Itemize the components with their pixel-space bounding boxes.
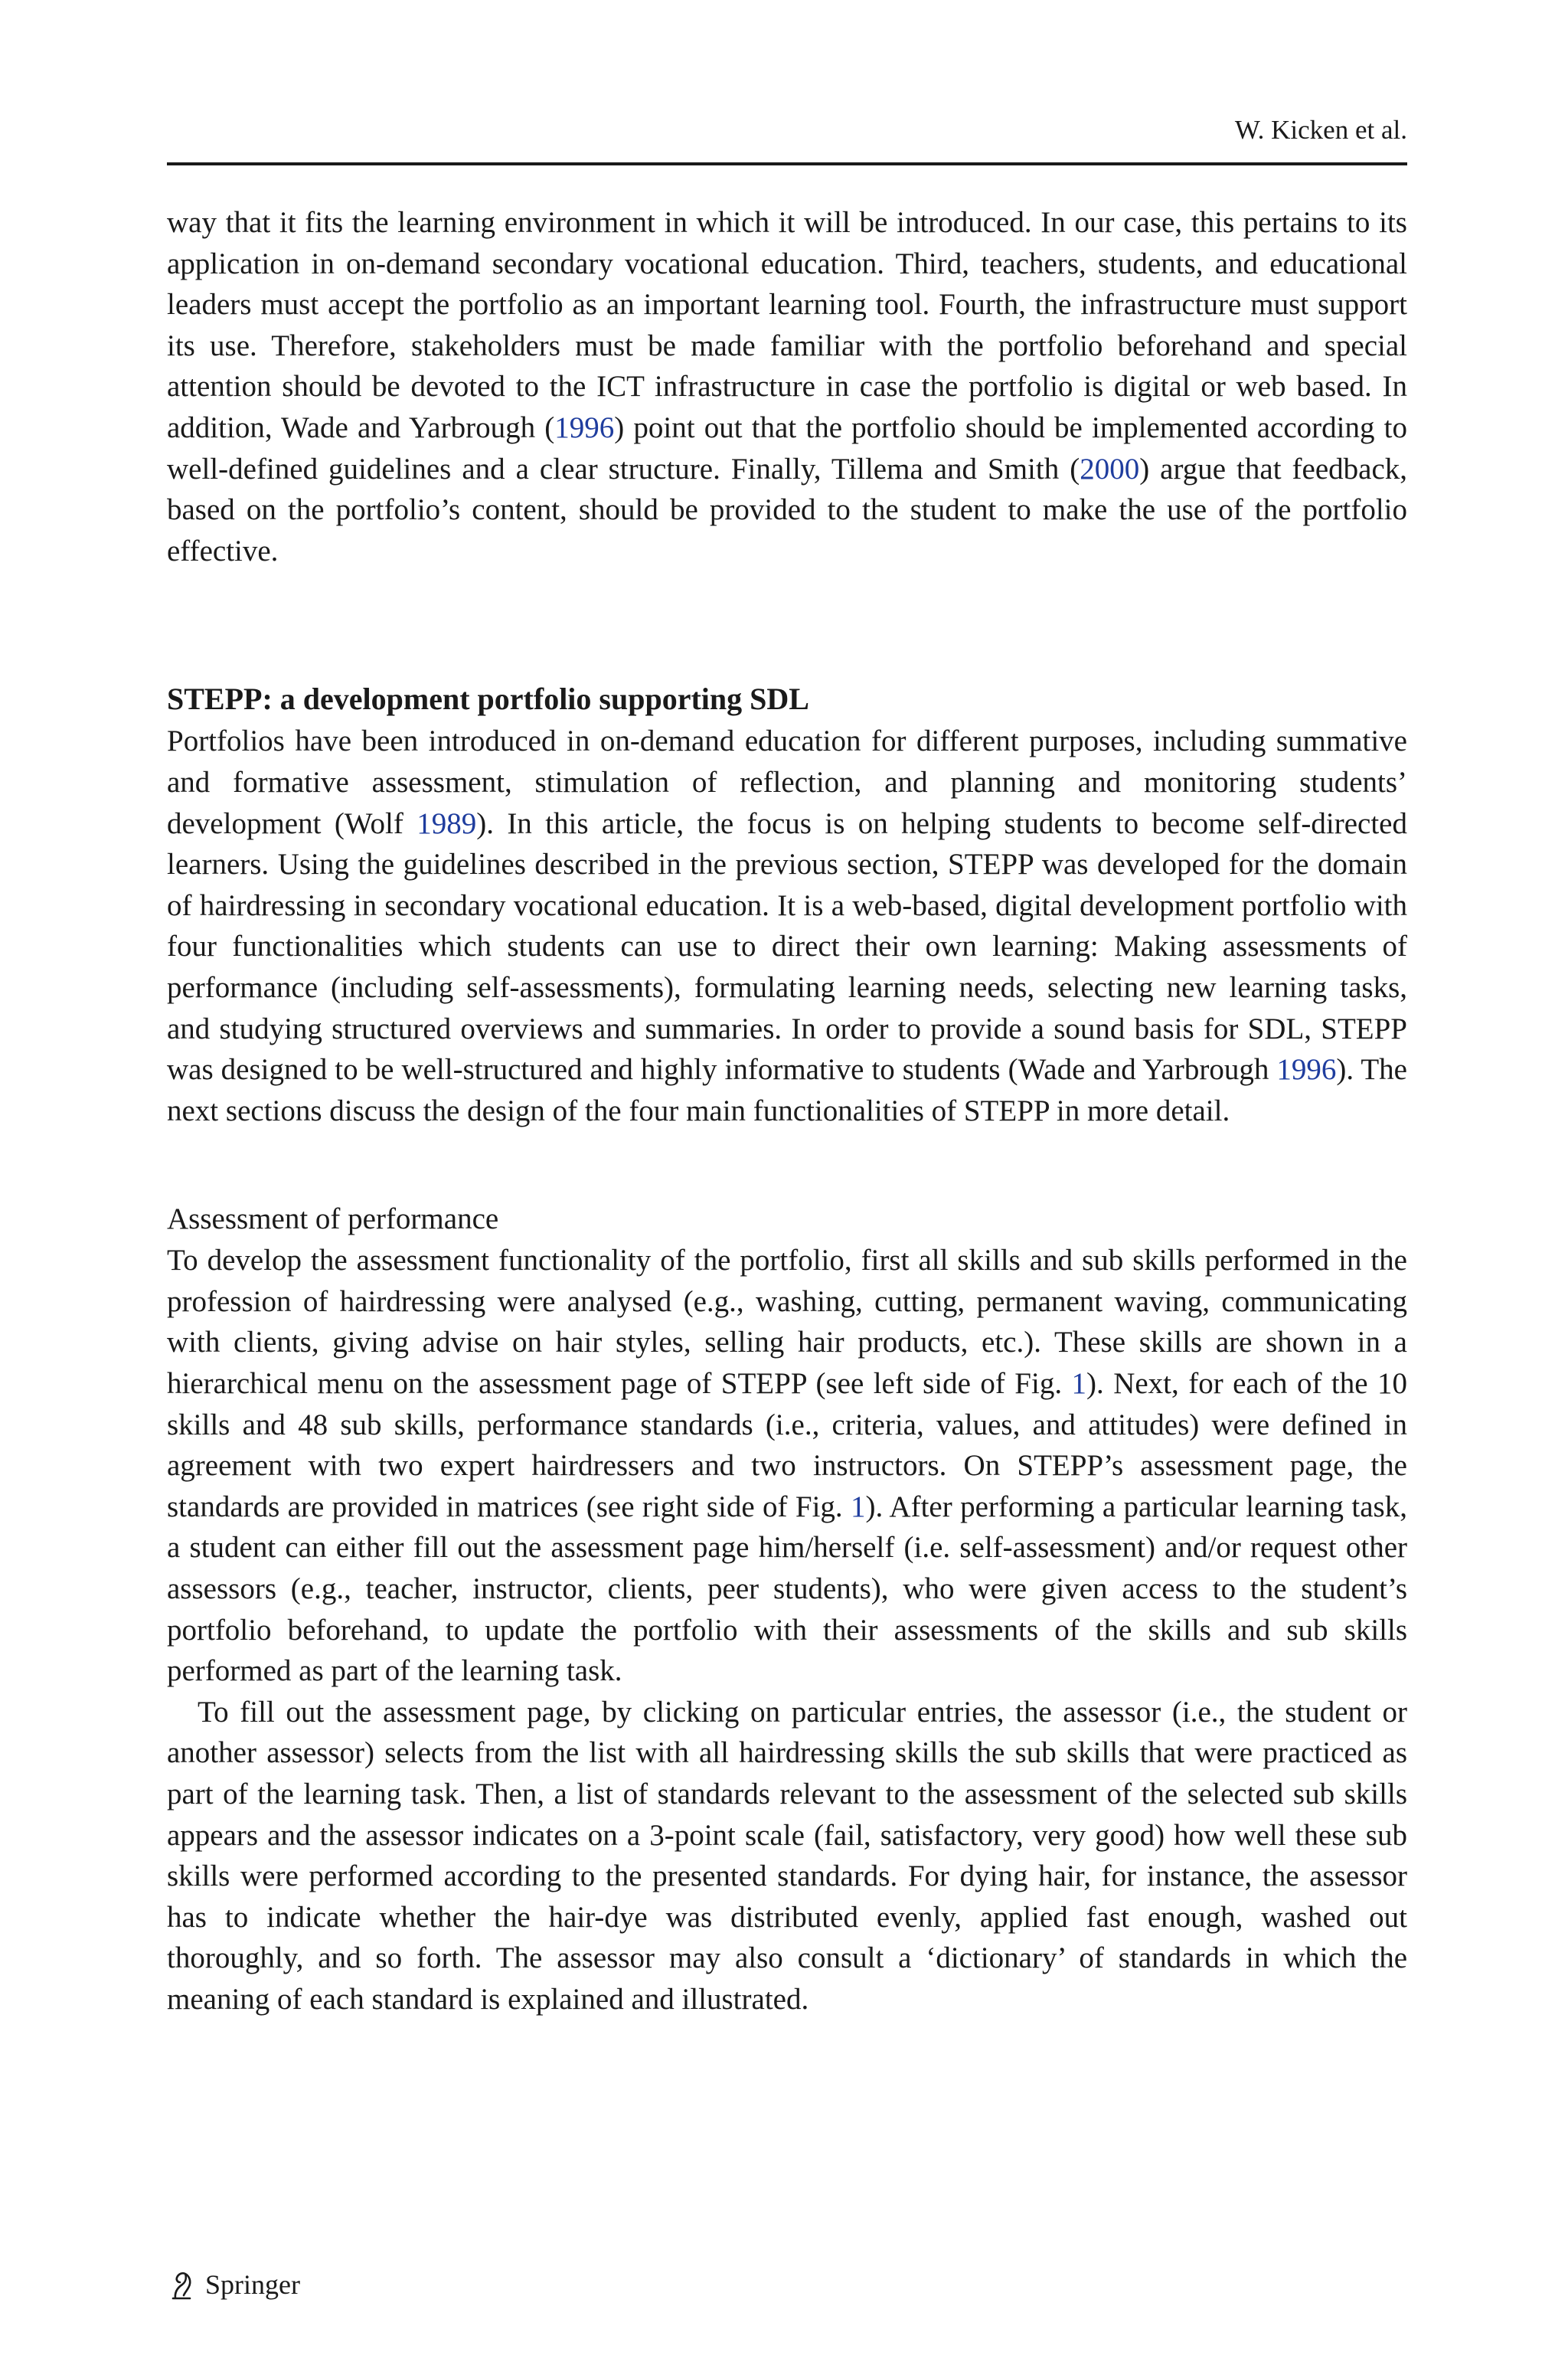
paragraph-1 [167,202,1407,571]
paragraph-3 [167,1240,1407,1692]
paragraph-4: To fill out the assessment page, by clicking on particular entries, the assessor (i.e., the student or another assessor) selects from the list with all hairdressing skills the sub skills that were practiced as part of the learning task. Then, a list of standards relevant to the assessment of the selected sub skills appears and the assessor indicates on a 3-point scale (fail, satisfactory, very good) how well these sub skills were performed according to the presented standards. For dying hair, for instance, the assessor has to indicate whether the hair-dye was distributed evenly, applied fast enough, washed out thoroughly, and so forth. The assessor may also consult a ‘dictionary’ of standards in which the meaning of each standard is explained and illustrated. [167,1695,1407,2016]
paragraph-text: ) point out that the portfolio should be implemented according to well-defined guidelines and a clear structure. Finally, Tillema and Smith ( [167,411,1407,486]
figure-link[interactable]: 1 [851,1490,866,1523]
running-head: W. Kicken et al. [1234,115,1407,145]
paragraph-text: Portfolios have been introduced in on-demand education for different purposes, including summative and formative assessment, stimulation of reflection, and planning and monitoring students’ development (Wolf [167,725,1407,840]
paragraph-text: ). The next sections discuss the design of the four main functionalities of STEPP in more detail. [167,1053,1407,1127]
page-footer [167,2265,300,2304]
citation-link[interactable]: 1996 [554,411,615,444]
citation-link[interactable]: 2000 [1080,452,1140,486]
paragraph-2 [167,721,1407,1131]
paragraph-text: To develop the assessment functionality of the portfolio, first all skills and sub skills performed in the profession of hairdressing were analysed (e.g., washing, cutting, permanent waving, communicating with clients, giving advise on hair styles, selling hair products, etc.). These skills are shown in a hierarchical menu on the assessment page of STEPP (see left side of Fig. [167,1244,1407,1401]
subsection-heading: Assessment of performance [167,1202,499,1236]
paragraph-text: ) argue that feedback, based on the portfolio’s content, should be provided to the student to make the use of the portfolio effective. [167,452,1407,568]
publisher-name: Springer [205,2269,300,2300]
paragraph-text: ). In this article, the focus is on helping students to become self-directed learners. Using the guidelines described in the previous section, STEPP was developed for the domain of hairdressing in secondary vocational education. It is a web-based, digital development portfolio with four functionalities which students can use to direct their own learning: Making assessments of performance (including self-assessments), formulating learning needs, selecting new learning tasks, and studying structured overviews and summaries. In order to provide a sound basis for SDL, STEPP was designed to be well-structured and highly informative to students (Wade and Yarbrough [167,806,1407,1087]
citation-link[interactable]: 1989 [416,806,477,840]
article-body [167,202,1407,2020]
section-heading: STEPP: a development portfolio supporting SDL [167,682,809,717]
page-header [167,115,1407,165]
paragraph-text: ). After performing a particular learning task, a student can either fill out the assessment page him/herself (i.e. self-assessment) and/or request other assessors (e.g., teacher, instructor, clients, peer students), who were given access to the student’s portfolio beforehand, to update the portfolio with their assessments of the skills and sub skills performed as part of the learning task. [167,1490,1407,1688]
paragraph-text: ). Next, for each of the 10 skills and 48 sub skills, performance standards (i.e., criteria, values, and attitudes) were defined in agreement with two expert hairdressers and two instructors. On STEPP’s assessment page, the standards are provided in matrices (see right side of Fig. [167,1367,1407,1523]
springer-horse-icon [167,2268,198,2301]
figure-link[interactable]: 1 [1071,1367,1087,1401]
paragraph-text: way that it fits the learning environment in which it will be introduced. In our case, this pertains to its application in on-demand secondary vocational education. Third, teachers, students, and educational leaders must accept the portfolio as an important learning tool. Fourth, the infrastructure must support its use. Therefore, stakeholders must be made familiar with the portfolio beforehand and special attention should be devoted to the ICT infrastructure in case the portfolio is digital or web based. In addition, Wade and Yarbrough ( [167,206,1407,444]
citation-link[interactable]: 1996 [1276,1053,1337,1087]
